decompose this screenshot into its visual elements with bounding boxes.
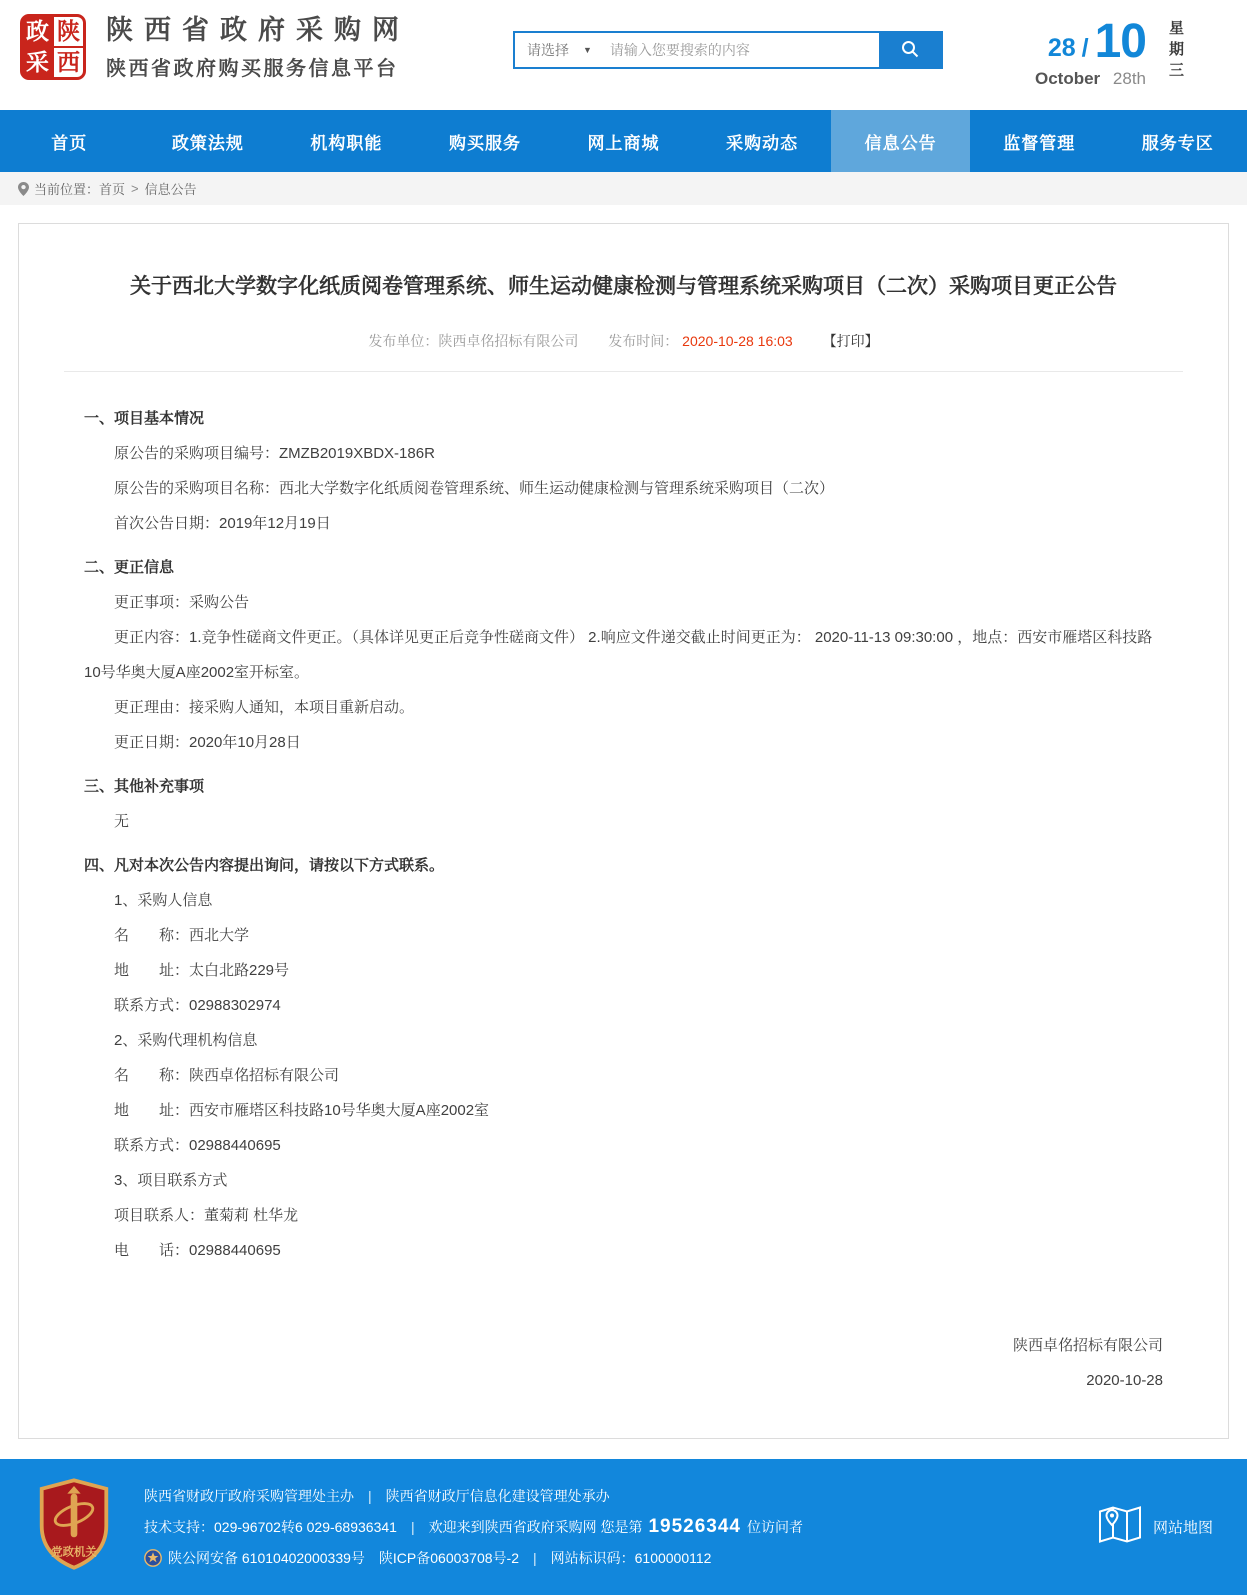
icp-record-link[interactable]: 陕ICP备06003708号-2 — [379, 1548, 519, 1568]
page-footer — [0, 1459, 1247, 1595]
section-paragraph: 联系方式：02988440695 — [84, 1128, 1163, 1163]
chevron-down-icon: ▼ — [583, 45, 592, 55]
footer-divider: | — [368, 1488, 372, 1504]
public-security-badge-icon — [144, 1549, 162, 1567]
print-button[interactable]: 【打印】 — [823, 333, 879, 349]
footer-welcome-suffix: 位访问者 — [747, 1517, 803, 1537]
nav-item-policy[interactable]: 政策法规 — [139, 110, 278, 172]
breadcrumb-separator: > — [131, 181, 139, 196]
section-paragraph: 首次公告日期：2019年12月19日 — [84, 506, 1163, 541]
section-paragraph: 无 — [84, 804, 1163, 839]
breadcrumb-home-link[interactable]: 首页 — [99, 179, 125, 198]
publish-time-value: 2020-10-28 16:03 — [682, 333, 793, 349]
section-paragraph: 电 话：02988440695 — [84, 1233, 1163, 1268]
section-paragraph: 更正日期：2020年10月28日 — [84, 725, 1163, 760]
search-category-select[interactable] — [515, 33, 604, 67]
brand[interactable] — [20, 14, 410, 81]
search-icon — [900, 39, 920, 62]
breadcrumb-prefix: 当前位置： — [34, 179, 99, 198]
nav-item-home[interactable]: 首页 — [0, 110, 139, 172]
footer-text — [144, 1480, 803, 1573]
section-heading: 二、更正信息 — [84, 550, 1163, 585]
location-pin-icon — [18, 182, 29, 196]
search-box — [513, 31, 943, 69]
page-title: 关于西北大学数字化纸质阅卷管理系统、师生运动健康检测与管理系统采购项目（二次）采购项目更正公告 — [64, 271, 1183, 303]
section-paragraph: 3、项目联系方式 — [84, 1163, 1163, 1198]
section-paragraph: 项目联系人：董菊莉 杜华龙 — [84, 1198, 1163, 1233]
nav-item-online-mall[interactable]: 网上商城 — [554, 110, 693, 172]
site-logo-seal — [20, 14, 86, 80]
section-paragraph: 更正事项：采购公告 — [84, 585, 1163, 620]
section-heading: 三、其他补充事项 — [84, 769, 1163, 804]
section-paragraph: 更正内容：1.竞争性磋商文件更正。（具体详见更正后竞争性磋商文件） 2.响应文件递交截止时间更正为： 2020-11-13 09:30:00 ，地点：西安市雁塔区科技路10号华奥大厦A座2002室开标室。 — [84, 620, 1163, 690]
signature-date: 2020-10-28 — [64, 1363, 1163, 1398]
section-paragraph: 地 址：太白北路229号 — [84, 953, 1163, 988]
search-button[interactable] — [879, 33, 941, 67]
sitemap-icon — [1097, 1502, 1143, 1551]
section-paragraph: 原公告的采购项目编号：ZMZB2019XBDX-186R — [84, 436, 1163, 471]
party-government-badge — [36, 1477, 112, 1576]
date-slash: / — [1076, 36, 1095, 66]
date-widget — [1035, 18, 1213, 87]
section-paragraph: 2、采购代理机构信息 — [84, 1023, 1163, 1058]
logo-char: 陕 — [54, 17, 83, 46]
section-paragraph: 名 称：陕西卓佲招标有限公司 — [84, 1058, 1163, 1093]
logo-char: 西 — [54, 48, 83, 77]
section-paragraph: 名 称：西北大学 — [84, 918, 1163, 953]
footer-tech-support: 技术支持：029-96702转6 029-68936341 — [144, 1517, 397, 1537]
nav-item-announcements[interactable]: 信息公告 — [831, 110, 970, 172]
footer-divider: | — [533, 1550, 537, 1566]
sitemap-button[interactable] — [1097, 1502, 1213, 1551]
signature-company: 陕西卓佲招标有限公司 — [64, 1328, 1163, 1363]
nav-item-supervision[interactable]: 监督管理 — [970, 110, 1109, 172]
section-paragraph: 联系方式：02988302974 — [84, 988, 1163, 1023]
site-title: 陕西省政府采购网 — [106, 14, 410, 48]
search-input[interactable] — [604, 33, 879, 67]
security-record-link[interactable]: 陕公网安备 61010402000339号 — [168, 1548, 365, 1568]
signature-block — [64, 1328, 1183, 1398]
announcement-article — [18, 223, 1229, 1439]
article-body — [64, 372, 1183, 1268]
breadcrumb — [0, 172, 1247, 205]
section-paragraph: 地 址：西安市雁塔区科技路10号华奥大厦A座2002室 — [84, 1093, 1163, 1128]
date-day: 28 — [1048, 36, 1076, 66]
page-header — [0, 0, 1247, 110]
date-month-name: October — [1035, 69, 1100, 88]
nav-item-purchase-services[interactable]: 购买服务 — [416, 110, 555, 172]
main-nav — [0, 110, 1247, 172]
section-heading: 四、凡对本次公告内容提出询问，请按以下方式联系。 — [84, 848, 1163, 883]
footer-line-3 — [144, 1542, 803, 1573]
section-paragraph: 1、采购人信息 — [84, 883, 1163, 918]
publisher-label: 发布单位： — [368, 333, 438, 349]
search-select-label: 请选择 — [527, 40, 569, 60]
footer-host: 陕西省财政厅政府采购管理处主办 — [144, 1486, 354, 1506]
footer-divider: | — [411, 1519, 415, 1535]
article-meta — [64, 331, 1183, 351]
date-ordinal: 28th — [1113, 69, 1146, 88]
date-month-number: 10 — [1095, 18, 1146, 66]
nav-item-procurement-news[interactable]: 采购动态 — [693, 110, 832, 172]
logo-char: 政 — [23, 17, 52, 46]
footer-line-1 — [144, 1480, 803, 1511]
section-heading: 一、项目基本情况 — [84, 401, 1163, 436]
nav-item-functions[interactable]: 机构职能 — [277, 110, 416, 172]
site-code: 网站标识码：6100000112 — [551, 1548, 712, 1568]
footer-organizer: 陕西省财政厅信息化建设管理处承办 — [386, 1486, 610, 1506]
publish-time-label: 发布时间： — [608, 333, 678, 349]
footer-welcome-prefix: 欢迎来到陕西省政府采购网 您是第 — [429, 1517, 643, 1537]
visitor-count: 19526344 — [648, 1516, 741, 1538]
breadcrumb-current: 信息公告 — [145, 179, 197, 198]
date-weekday: 星期三 — [1168, 18, 1183, 83]
site-subtitle: 陕西省政府购买服务信息平台 — [106, 52, 410, 81]
section-paragraph: 更正理由：接采购人通知，本项目重新启动。 — [84, 690, 1163, 725]
main-content-area — [0, 205, 1247, 1459]
logo-char: 采 — [23, 48, 52, 77]
section-paragraph: 原公告的采购项目名称：西北大学数字化纸质阅卷管理系统、师生运动健康检测与管理系统采购项目（二次） — [84, 471, 1163, 506]
sitemap-label: 网站地图 — [1153, 1516, 1213, 1537]
nav-item-service-zone[interactable]: 服务专区 — [1109, 110, 1247, 172]
badge-label: 党政机关 — [51, 1544, 97, 1558]
publisher-value: 陕西卓佲招标有限公司 — [438, 333, 578, 349]
